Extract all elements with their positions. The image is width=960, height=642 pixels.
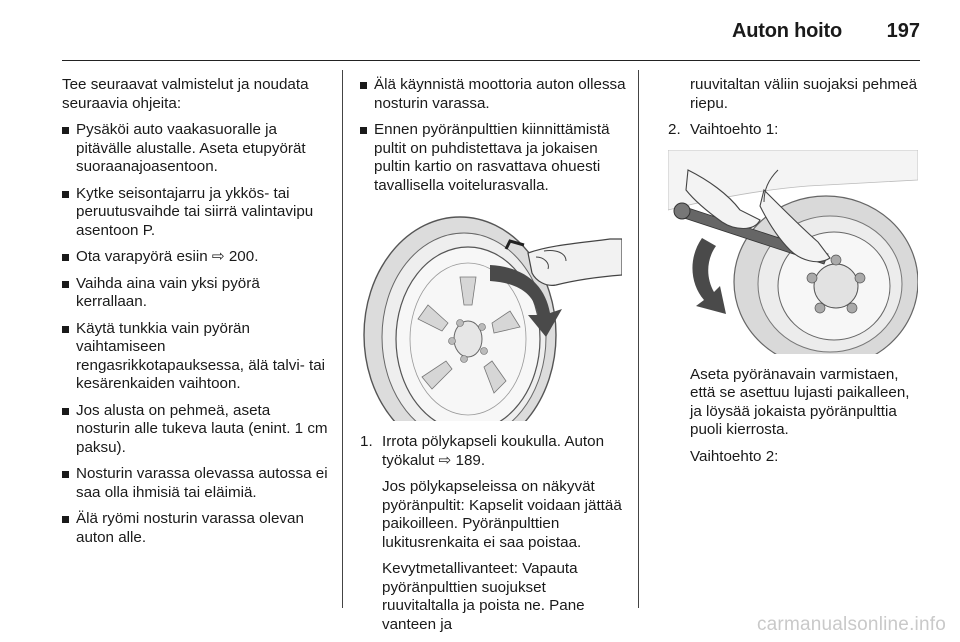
intro-text: Tee seuraavat valmistelut ja noudata seuraavia ohjeita: <box>62 76 309 112</box>
list-item: Kytke seisontajarru ja ykkös- tai peruutusvaihde tai siirrä valintavipu asentoon P. <box>62 185 328 241</box>
bullet-square-icon <box>62 127 69 134</box>
page-number: 197 <box>886 20 920 42</box>
column-middle <box>360 76 626 642</box>
step-2 <box>668 121 924 140</box>
step-text: Vaihtoehto 1: <box>690 121 779 138</box>
step-number: 1. <box>360 433 373 450</box>
page-header <box>0 0 960 60</box>
column-separator <box>638 70 639 608</box>
alternative-label: Vaihtoehto 2: <box>690 447 779 465</box>
list-item: Ota varapyörä esiin ⇨ 200. <box>62 248 328 267</box>
bullet-square-icon <box>62 408 69 415</box>
bullet-square-icon <box>62 254 69 261</box>
column-right <box>668 76 924 474</box>
list-item: Nosturin varassa olevassa autossa ei saa olla ihmisiä tai eläimiä. <box>62 465 328 502</box>
list-item: Älä käynnistä moottoria auton ollessa nosturin varassa. <box>360 76 626 113</box>
step-text: Irrota pölykapseli koukulla. Auton työkalut ⇨ 189. <box>382 433 605 469</box>
column-left <box>62 76 328 555</box>
list-item: Ennen pyöränpulttien kiinnittämistä pultit on puhdistettava ja jokaisen pultin kartio on rasvattava ohuesti tavallisella voitelurasvalla. <box>360 121 626 195</box>
step-note: Kevytmetallivanteet: Vapauta pyöränpulttien suojukset ruuvitaltalla ja poista ne. Pane vanteen ja <box>382 560 585 633</box>
list-item: Käytä tunkkia vain pyörän vaihtamiseen rengasrikkotapauksessa, älä talvi- tai kesärenkaiden vaihtoon. <box>62 320 328 394</box>
bullet-square-icon <box>62 281 69 288</box>
wheel-wrench-illustration <box>668 150 918 354</box>
list-item: Jos alusta on pehmeä, aseta nosturin alle tukeva lauta (enint. 1 cm paksu). <box>62 402 328 458</box>
list-item: Pysäköi auto vaakasuoralle ja pitävälle alustalle. Aseta etupyörät suoraanajoasentoon. <box>62 121 328 177</box>
step-note-continued: ruuvitaltan väliin suojaksi pehmeä riepu. <box>690 76 918 112</box>
bullet-square-icon <box>62 326 69 333</box>
bullet-square-icon <box>360 127 367 134</box>
step-note: Jos pölykapseleissa on näkyvät pyöränpultit: Kapselit voidaan jättää paikoilleen. Pyöränpulttien lukitusrenkaita ei saa poistaa. <box>382 478 622 551</box>
list-item: Vaihda aina vain yksi pyörä kerrallaan. <box>62 275 328 312</box>
bullet-square-icon <box>62 191 69 198</box>
figure-caption: Aseta pyöränavain varmistaen, että se asettuu lujasti paikalleen, ja löysää jokaista pyöränpulttia puoli kierrosta. <box>690 365 910 438</box>
bullet-square-icon <box>62 471 69 478</box>
list-item: Älä ryömi nosturin varassa olevan auton alle. <box>62 510 328 547</box>
section-title: Auton hoito <box>732 20 842 42</box>
hubcap-removal-illustration <box>360 205 622 421</box>
column-separator <box>342 70 343 608</box>
bullet-square-icon <box>62 516 69 523</box>
step-1 <box>360 433 626 470</box>
watermark-text: carmanualsonline.info <box>756 614 946 635</box>
bullet-square-icon <box>360 82 367 89</box>
header-rule <box>62 60 920 61</box>
step-number: 2. <box>668 121 681 138</box>
